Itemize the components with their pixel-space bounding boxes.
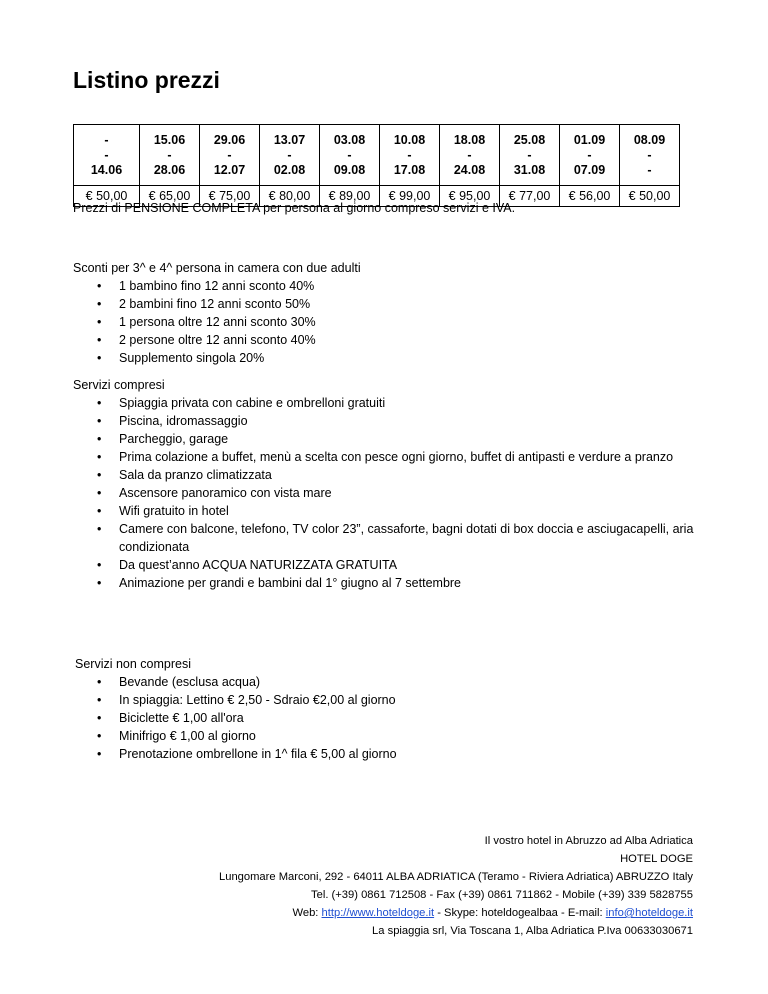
period-cell	[500, 125, 560, 186]
price-cell: € 77,00	[500, 186, 560, 207]
footer-tagline: Il vostro hotel in Abruzzo ad Alba Adriatica	[484, 835, 693, 847]
period-sep: -	[104, 147, 109, 162]
period-from: 10.08	[393, 132, 426, 147]
bullet-icon: •	[97, 414, 102, 428]
bullet-icon: •	[97, 450, 102, 464]
bullet-icon: •	[97, 351, 102, 365]
list-item-text: 2 bambini fino 12 anni sconto 50%	[119, 297, 311, 311]
list-item	[73, 502, 713, 520]
period-from: 08.09	[633, 132, 666, 147]
list-item	[73, 277, 713, 295]
list-item-text: Bevande (esclusa acqua)	[119, 675, 261, 689]
price-cell: € 56,00	[560, 186, 620, 207]
list-item-text: Spiaggia privata con cabine e ombrelloni gratuiti	[119, 396, 386, 410]
list-item	[73, 448, 713, 466]
list-item	[73, 556, 713, 574]
footer-hotel-name: HOTEL DOGE	[620, 853, 693, 865]
period-cell	[620, 125, 680, 186]
excluded-services-heading: Servizi non compresi	[75, 657, 192, 671]
skype-email-label: - Skype: hoteldogealbaa - E-mail:	[437, 907, 603, 919]
period-row	[74, 125, 680, 186]
included-services-list	[73, 394, 713, 592]
period-sep: -	[527, 147, 532, 162]
footer-phones: Tel. (+39) 0861 712508 - Fax (+39) 0861 711862 - Mobile (+39) 339 5828755	[311, 889, 693, 901]
price-cell: € 89,00	[320, 186, 380, 207]
period-to: 09.08	[333, 162, 366, 177]
list-item-text: Animazione per grandi e bambini dal 1° giugno al 7 settembre	[119, 576, 462, 590]
price-cell: € 75,00	[200, 186, 260, 207]
list-item-text: Parcheggio, garage	[119, 432, 229, 446]
period-cell	[440, 125, 500, 186]
list-item-text: Prima colazione a buffet, menù a scelta con pesce ogni giorno, buffet di antipasti e verdure a pranzo	[119, 450, 674, 464]
price-cell: € 50,00	[620, 186, 680, 207]
list-item-text: Supplemento singola 20%	[119, 351, 265, 365]
footer-address: Lungomare Marconi, 292 - 64011 ALBA ADRIATICA (Teramo - Riviera Adriatica) ABRUZZO Italy	[219, 871, 693, 883]
web-label: Web:	[292, 907, 319, 919]
bullet-icon: •	[97, 279, 102, 293]
list-item	[73, 349, 713, 367]
list-item	[75, 673, 715, 691]
list-item	[75, 727, 715, 745]
bullet-icon: •	[97, 522, 102, 536]
excluded-services-list	[75, 673, 715, 763]
list-item	[73, 484, 713, 502]
period-from: 15.06	[153, 132, 186, 147]
bullet-icon: •	[97, 558, 102, 572]
price-table	[73, 124, 680, 207]
list-item	[73, 313, 713, 331]
footer-company: La spiaggia srl, Via Toscana 1, Alba Adriatica P.Iva 00633030671	[372, 925, 693, 937]
period-to: 14.06	[90, 162, 123, 177]
list-item-text: Sala da pranzo climatizzata	[119, 468, 272, 482]
excluded-services-section	[75, 655, 715, 763]
page-title: Listino prezzi	[73, 67, 220, 93]
period-cell	[260, 125, 320, 186]
bullet-icon: •	[97, 432, 102, 446]
period-sep: -	[347, 147, 352, 162]
period-sep: -	[647, 147, 652, 162]
list-item-text: Prenotazione ombrellone in 1^ fila € 5,00 al giorno	[119, 747, 397, 761]
bullet-icon: •	[97, 486, 102, 500]
list-item-text: Piscina, idromassaggio	[119, 414, 248, 428]
period-to: 02.08	[273, 162, 306, 177]
bullet-icon: •	[97, 468, 102, 482]
list-item	[75, 691, 715, 709]
bullet-icon: •	[97, 297, 102, 311]
period-cell	[320, 125, 380, 186]
period-to: -	[647, 162, 652, 177]
period-sep: -	[467, 147, 472, 162]
period-from: 13.07	[273, 132, 306, 147]
price-cell: € 65,00	[140, 186, 200, 207]
bullet-icon: •	[97, 576, 102, 590]
bullet-icon: •	[97, 315, 102, 329]
period-from: -	[104, 132, 109, 147]
period-sep: -	[587, 147, 592, 162]
list-item	[73, 520, 713, 556]
included-services-heading: Servizi compresi	[73, 378, 165, 392]
list-item-text: Minifrigo € 1,00 al giorno	[119, 729, 256, 743]
bullet-icon: •	[97, 747, 102, 761]
period-from: 25.08	[513, 132, 546, 147]
period-from: 03.08	[333, 132, 366, 147]
period-to: 17.08	[393, 162, 426, 177]
pricing-note: Prezzi di PENSIONE COMPLETA per persona al giorno compreso servizi e IVA.	[73, 201, 516, 215]
list-item	[73, 295, 713, 313]
list-item	[73, 430, 713, 448]
price-cell: € 50,00	[74, 186, 140, 207]
period-to: 28.06	[153, 162, 186, 177]
list-item	[73, 466, 713, 484]
bullet-icon: •	[97, 675, 102, 689]
list-item-text: 1 bambino fino 12 anni sconto 40%	[119, 279, 315, 293]
period-cell	[74, 125, 140, 186]
list-item-text: Biciclette € 1,00 all'ora	[119, 711, 244, 725]
list-item	[73, 574, 713, 592]
list-item-text: Da quest’anno ACQUA NATURIZZATA GRATUITA	[119, 558, 398, 572]
discounts-list	[73, 277, 713, 367]
list-item	[75, 709, 715, 727]
bullet-icon: •	[97, 711, 102, 725]
bullet-icon: •	[97, 396, 102, 410]
footer-contacts	[219, 904, 693, 922]
price-cell: € 80,00	[260, 186, 320, 207]
list-item	[73, 394, 713, 412]
included-services-section	[73, 376, 713, 592]
website-link[interactable]: http://www.hoteldoge.it	[321, 907, 435, 919]
list-item	[75, 745, 715, 763]
period-cell	[380, 125, 440, 186]
price-cell: € 99,00	[380, 186, 440, 207]
list-item-text: In spiaggia: Lettino € 2,50 - Sdraio €2,00 al giorno	[119, 693, 396, 707]
footer	[219, 832, 693, 940]
list-item	[73, 331, 713, 349]
period-to: 07.09	[573, 162, 606, 177]
list-item-text: Camere con balcone, telefono, TV color 23”, cassaforte, bagni dotati di box doccia e asciugacapelli, aria condizionata	[119, 522, 694, 554]
period-sep: -	[287, 147, 292, 162]
period-cell	[140, 125, 200, 186]
period-from: 01.09	[573, 132, 606, 147]
period-from: 18.08	[453, 132, 486, 147]
email-link[interactable]: info@hoteldoge.it	[605, 907, 693, 919]
period-sep: -	[407, 147, 412, 162]
period-to: 24.08	[453, 162, 486, 177]
price-cell: € 95,00	[440, 186, 500, 207]
bullet-icon: •	[97, 504, 102, 518]
period-to: 31.08	[513, 162, 546, 177]
period-cell	[560, 125, 620, 186]
period-to: 12.07	[213, 162, 246, 177]
period-cell	[200, 125, 260, 186]
period-sep: -	[167, 147, 172, 162]
discounts-section	[73, 259, 713, 367]
list-item	[73, 412, 713, 430]
list-item-text: Ascensore panoramico con vista mare	[119, 486, 332, 500]
bullet-icon: •	[97, 729, 102, 743]
discounts-heading: Sconti per 3^ e 4^ persona in camera con due adulti	[73, 261, 361, 275]
bullet-icon: •	[97, 333, 102, 347]
period-sep: -	[227, 147, 232, 162]
period-from: 29.06	[213, 132, 246, 147]
list-item-text: 2 persone oltre 12 anni sconto 40%	[119, 333, 316, 347]
list-item-text: Wifi gratuito in hotel	[119, 504, 229, 518]
bullet-icon: •	[97, 693, 102, 707]
list-item-text: 1 persona oltre 12 anni sconto 30%	[119, 315, 316, 329]
